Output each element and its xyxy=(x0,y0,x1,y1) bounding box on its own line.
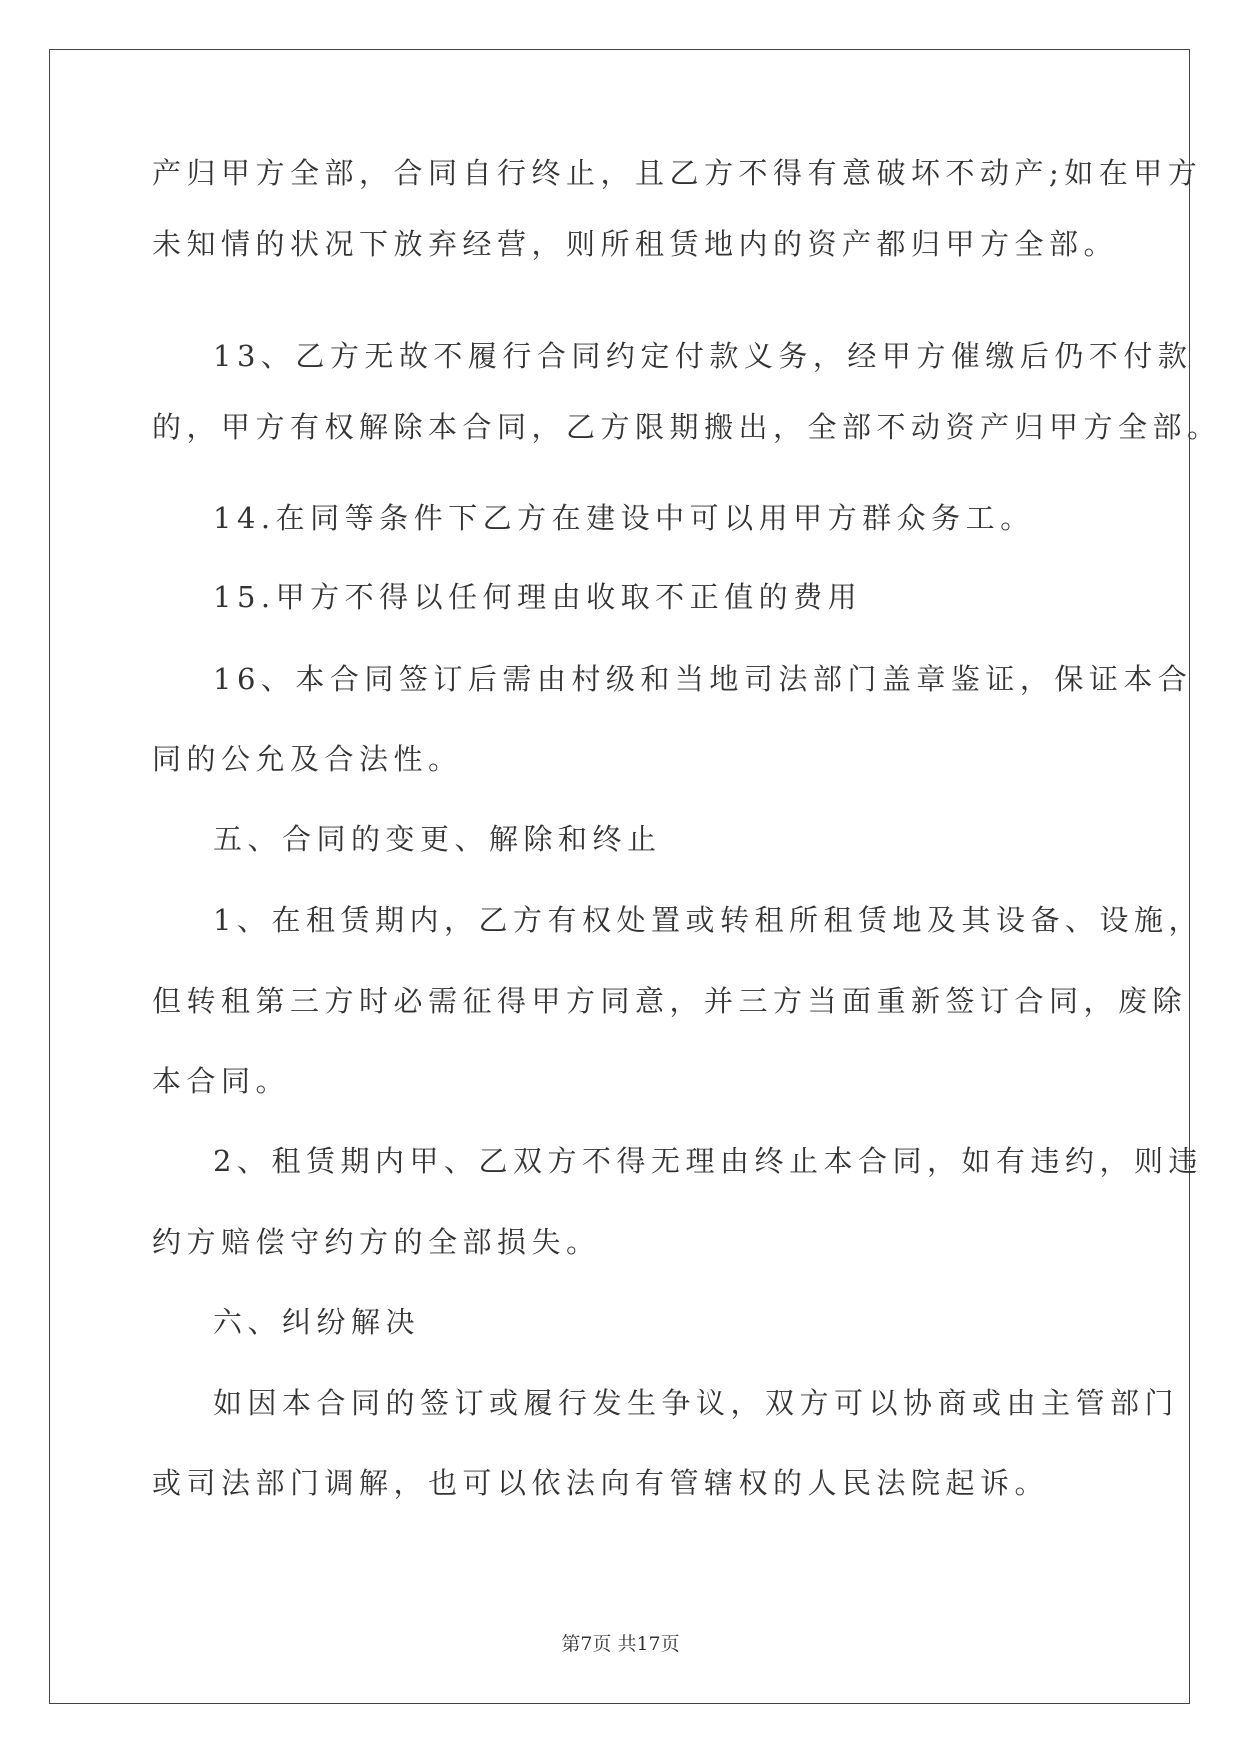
paragraph-13: 13、乙方无故不履行合同约定付款义务，经甲方催缴后仍不付款 xyxy=(213,339,1193,373)
paragraph-14: 14.在同等条件下乙方在建设中可以用甲方群众务工。 xyxy=(213,501,1035,535)
text-line: 但转租第三方时必需征得甲方同意，并三方当面重新签订合同，废除 xyxy=(152,984,1188,1018)
text-line: 产归甲方全部，合同自行终止，且乙方不得有意破坏不动产;如在甲方 xyxy=(152,156,1203,190)
page-number: 第7页 共17页 xyxy=(561,1633,680,1655)
paragraph-5-2: 2、租赁期内甲、乙双方不得无理由终止本合同，如有违约，则违 xyxy=(213,1144,1203,1178)
paragraph-15: 15.甲方不得以任何理由收取不正值的费用 xyxy=(213,580,863,614)
section-heading-6: 六、纠纷解决 xyxy=(213,1305,421,1339)
page-border xyxy=(49,49,1193,1704)
section-heading-5: 五、合同的变更、解除和终止 xyxy=(213,822,662,856)
text-line: 的，甲方有权解除本合同，乙方限期搬出，全部不动资产归甲方全部。 xyxy=(152,410,1222,444)
text-line: 本合同。 xyxy=(152,1064,291,1098)
text-line: 同的公允及合法性。 xyxy=(152,742,463,776)
paragraph-16: 16、本合同签订后需由村级和当地司法部门盖章鉴证，保证本合 xyxy=(213,662,1193,696)
text-line: 约方赔偿守约方的全部损失。 xyxy=(152,1225,601,1259)
paragraph-6: 如因本合同的签订或履行发生争议，双方可以协商或由主管部门 xyxy=(213,1386,1180,1420)
text-line: 未知情的状况下放弃经营，则所租赁地内的资产都归甲方全部。 xyxy=(152,227,1119,261)
paragraph-5-1: 1、在租赁期内，乙方有权处置或转租所租赁地及其设备、设施， xyxy=(213,903,1203,937)
text-line: 或司法部门调解，也可以依法向有管辖权的人民法院起诉。 xyxy=(152,1466,1050,1500)
